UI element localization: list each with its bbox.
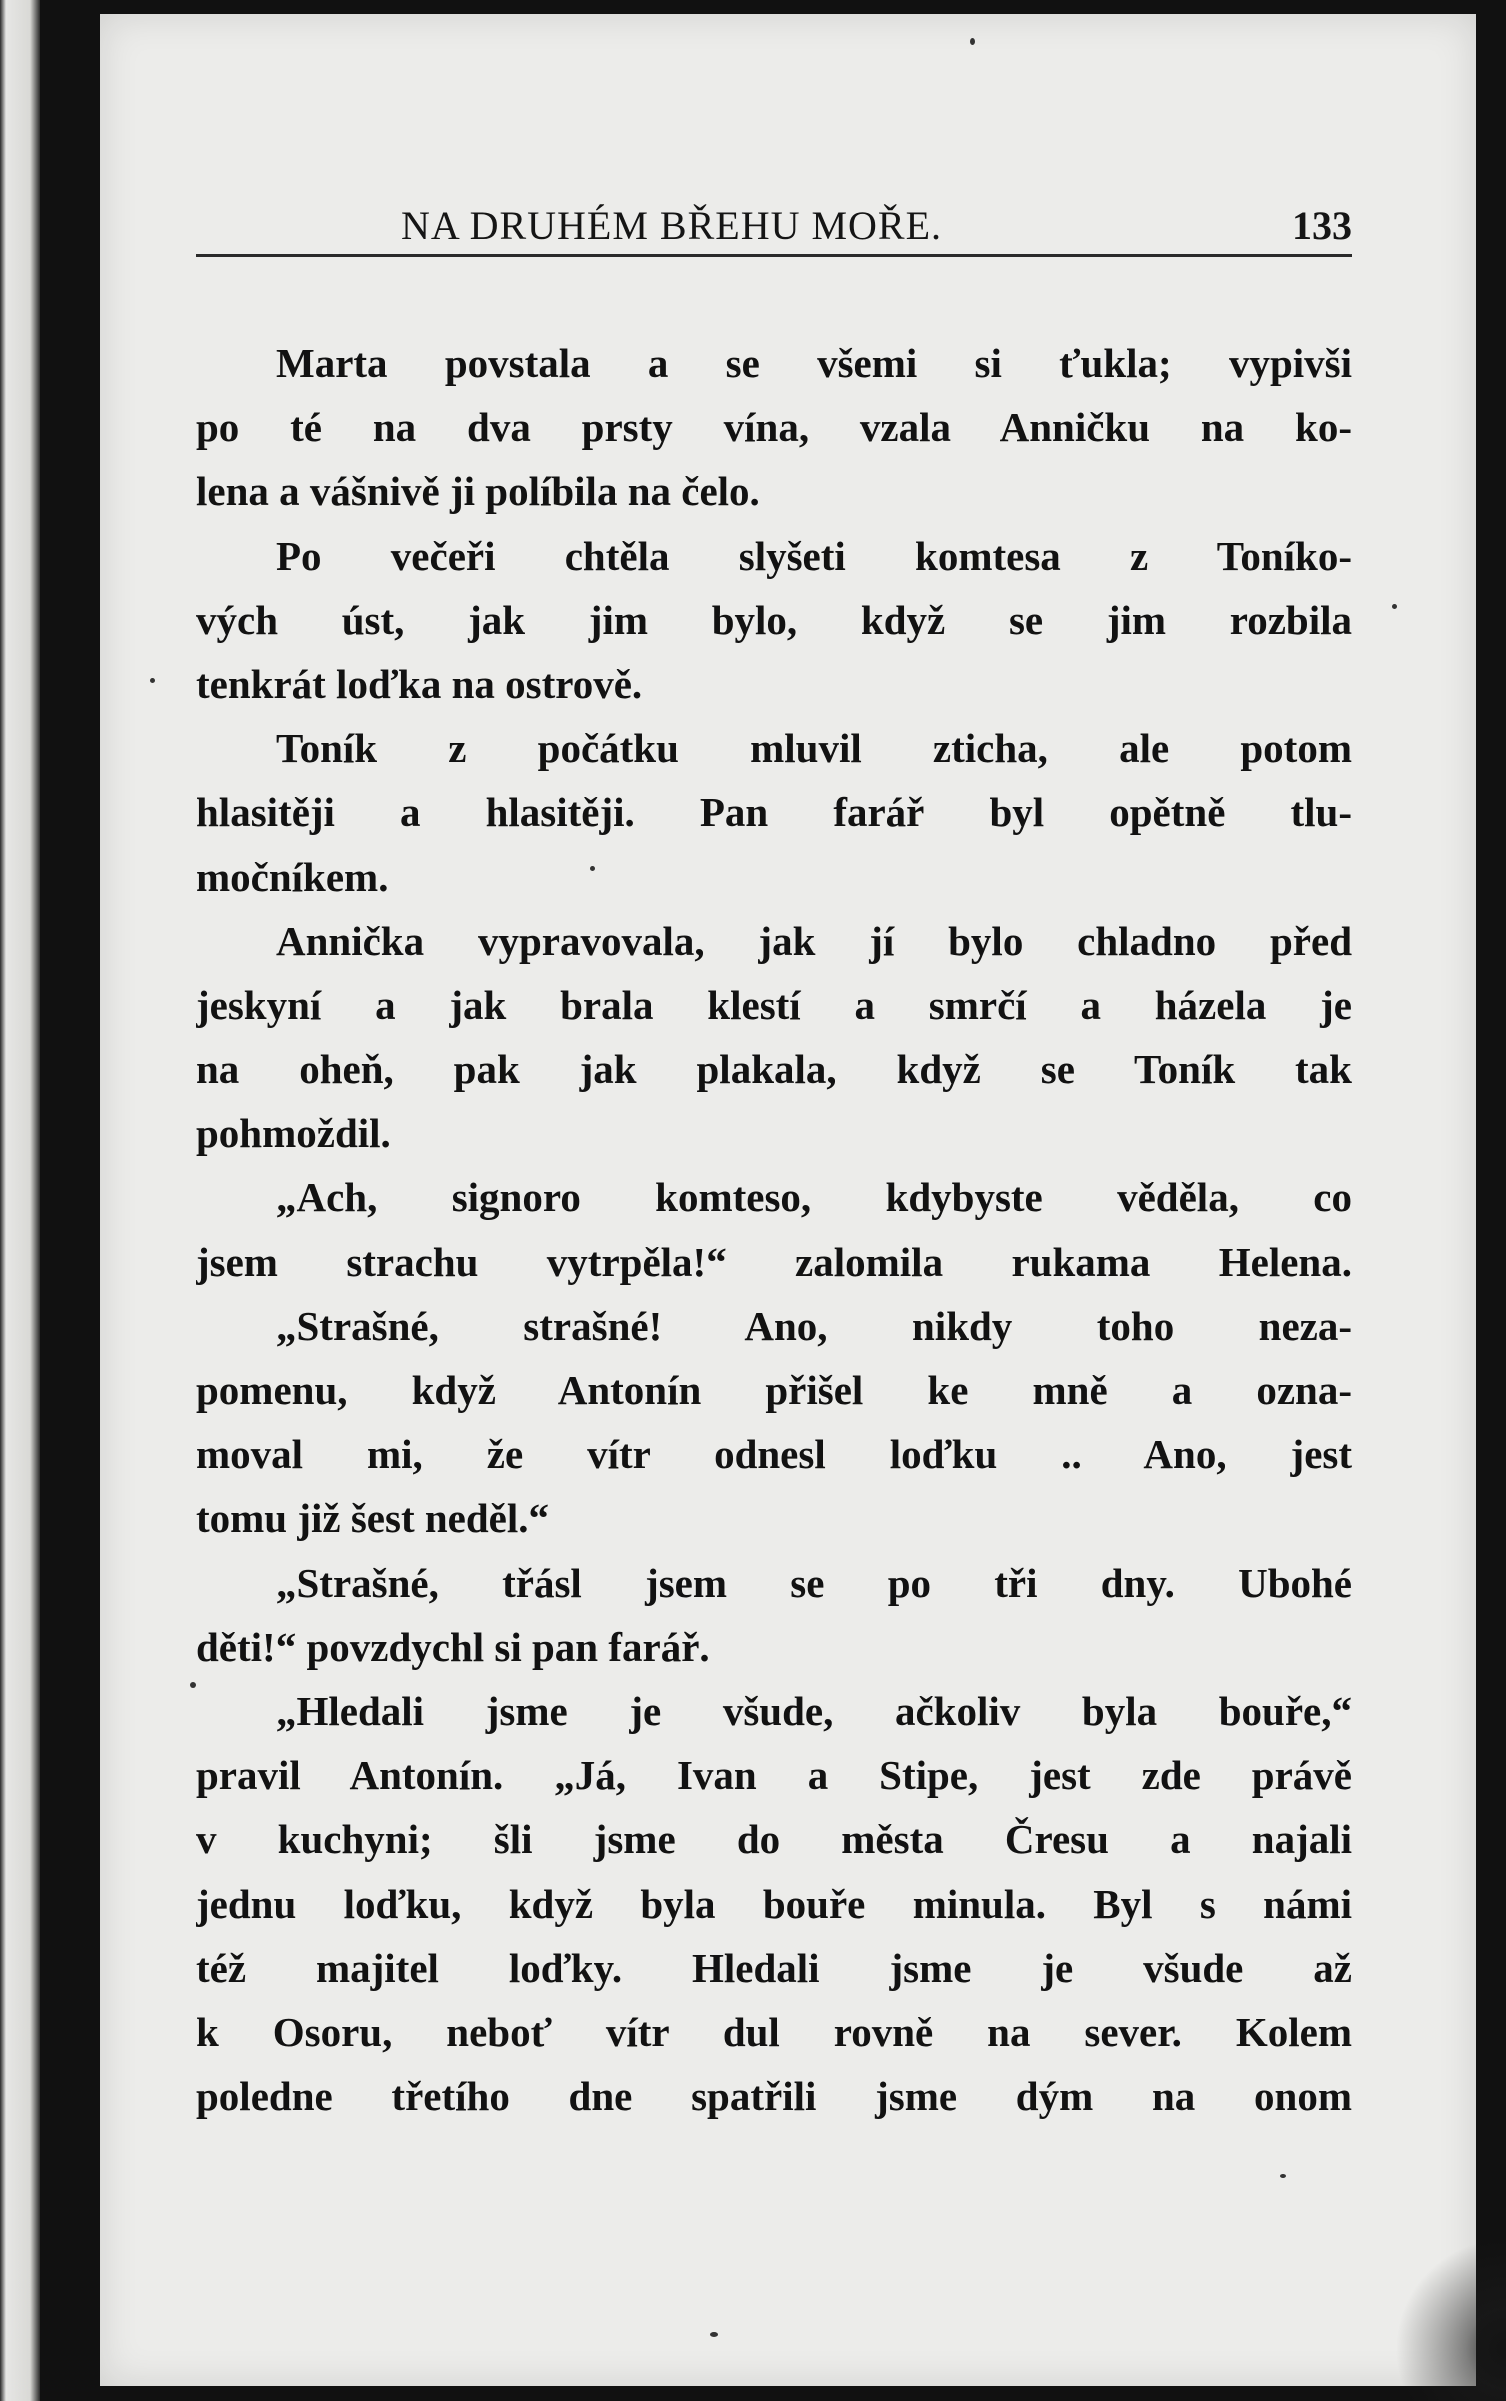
text-line: též majitel loďky. Hledali jsme je všude až xyxy=(196,1944,1352,1991)
text-line: pohmoždil. xyxy=(196,1110,391,1157)
page-number: 133 xyxy=(1292,203,1352,248)
running-title: NA DRUHÉM BŘEHU MOŘE. xyxy=(401,203,943,248)
body-text xyxy=(196,331,1352,2128)
text-line: jeskyní a jak brala klestí a smrčí a házela je xyxy=(196,981,1352,1028)
print-speck xyxy=(590,866,595,871)
adjacent-page-edge xyxy=(0,0,40,2401)
book-page xyxy=(100,14,1476,2386)
text-line: pravil Antonín. „Já, Ivan a Stipe, jest zde právě xyxy=(196,1752,1352,1799)
page-header xyxy=(196,190,1352,257)
text-line: na oheň, pak jak plakala, když se Toník tak xyxy=(196,1046,1352,1093)
text-line: po té na dva prsty vína, vzala Anničku na ko- xyxy=(196,404,1352,451)
text-line: tomu již šest neděl.“ xyxy=(196,1495,550,1542)
print-speck xyxy=(710,2332,718,2337)
text-line: Po večeři chtěla slyšeti komtesa z Toníko- xyxy=(276,532,1352,579)
text-line: moval mi, že vítr odnesl loďku .. Ano, jest xyxy=(196,1431,1352,1478)
text-line: jsem strachu vytrpěla!“ zalomila rukama Helena. xyxy=(196,1238,1352,1285)
print-speck xyxy=(150,678,155,683)
text-line: „Strašné, třásl jsem se po tři dny. Ubohé xyxy=(276,1559,1352,1606)
text-line: poledne třetího dne spatřili jsme dým na onom xyxy=(196,2073,1352,2120)
text-line: Toník z počátku mluvil zticha, ale potom xyxy=(276,725,1352,772)
text-line: „Hledali jsme je všude, ačkoliv byla bouře,“ xyxy=(276,1687,1352,1734)
text-line: „Strašné, strašné! Ano, nikdy toho neza- xyxy=(276,1302,1352,1349)
text-line: děti!“ povzdychl si pan farář. xyxy=(196,1623,710,1670)
text-line: v kuchyni; šli jsme do města Čresu a najali xyxy=(196,1816,1352,1863)
text-line: k Osoru, neboť vítr dul rovně na sever. Kolem xyxy=(196,2008,1352,2055)
text-line: hlasitěji a hlasitěji. Pan farář byl opětně tlu- xyxy=(196,789,1352,836)
text-line: Marta povstala a se všemi si ťukla; vypivši xyxy=(276,340,1352,386)
text-line: jednu loďku, když byla bouře minula. Byl s námi xyxy=(196,1880,1352,1927)
print-speck xyxy=(970,38,975,45)
print-speck xyxy=(1280,2174,1286,2178)
print-speck xyxy=(190,1682,196,1688)
text-line: Annička vypravovala, jak jí bylo chladno před xyxy=(276,917,1352,964)
text-line: „Ach, signoro komteso, kdybyste věděla, co xyxy=(276,1174,1352,1221)
text-line: vých úst, jak jim bylo, když se jim rozbila xyxy=(196,596,1352,643)
text-line: lena a vášnivě ji políbila na čelo. xyxy=(196,468,760,515)
print-speck xyxy=(1392,604,1397,609)
scan-shadow xyxy=(1386,2141,1506,2401)
text-line: pomenu, když Antonín přišel ke mně a ozna- xyxy=(196,1367,1352,1413)
text-line: tenkrát loďka na ostrově. xyxy=(196,660,643,707)
text-line: močníkem. xyxy=(196,853,389,900)
